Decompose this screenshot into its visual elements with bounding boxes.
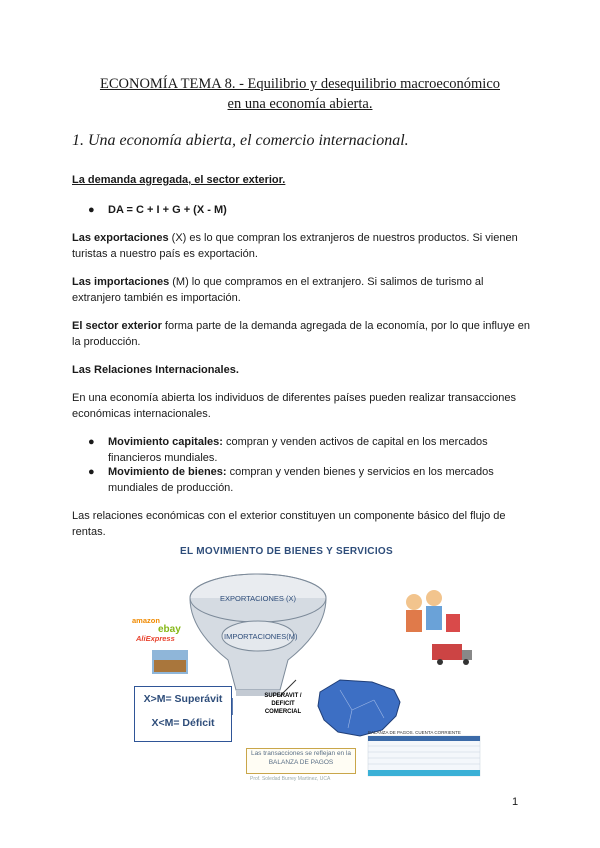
list-item-text: compran y venden bienes y servicios en los mercados mundiales de producción. (108, 466, 494, 494)
imports-text: (M) lo que compramos en el extranjero. Si salimos de turismo al extranjero también es importación. (72, 276, 484, 304)
deficit-label: X<M= Déficit (151, 717, 215, 729)
demand-heading: La demanda agregada, el sector exterior. (72, 174, 286, 186)
list-item (108, 434, 528, 466)
truck-icon (432, 644, 462, 660)
document-title-line2: en una economía abierta. (227, 96, 373, 112)
list-item-text: compran y venden activos de capital en los mercados financieros mundiales. (108, 436, 488, 464)
spain-map-icon (318, 680, 400, 736)
imports-paragraph (72, 274, 532, 306)
balance-box (134, 686, 232, 742)
list-item-term: Movimiento de bienes: (108, 466, 227, 478)
imports-term: Las importaciones (72, 276, 170, 288)
bullet-icon: ● (88, 436, 95, 448)
sector-term: El sector exterior (72, 320, 162, 332)
exports-paragraph (72, 230, 532, 262)
list-item-term: Movimiento capitales: (108, 436, 223, 448)
document-title-line1: ECONOMÍA TEMA 8. - Equilibrio y desequilibrio macroeconómico (99, 76, 501, 92)
balance-note-text: Las transacciones se reflejan en la BALANZA DE PAGOS (250, 750, 352, 766)
page-number: 1 (512, 796, 519, 808)
bullet-icon: ● (88, 204, 95, 216)
sector-paragraph (72, 318, 532, 350)
exports-label: EXPORTACIONES (X) (220, 594, 296, 603)
brand-amazon: amazon (132, 616, 160, 625)
balance-note (246, 748, 356, 774)
surplus-label: X>M= Superávit (143, 693, 223, 705)
relations-heading: Las Relaciones Internacionales. (72, 364, 239, 376)
balance-caption: SUPERAVIT / DEFICIT COMERCIAL (264, 693, 302, 715)
figure-title: EL MOVIMIENTO DE BIENES Y SERVICIOS (180, 546, 393, 557)
bullet-icon: ● (88, 466, 95, 478)
table-title: BALANZA DE PAGOS. CUENTA CORRIENTE (368, 730, 461, 735)
list-item (108, 464, 528, 496)
relations-closing: Las relaciones económicas con el exterior constituyen un componente básico del flujo de rentas. (72, 510, 506, 538)
trade-figure (128, 540, 490, 790)
exports-term: Las exportaciones (72, 232, 169, 244)
section-heading: 1. Una economía abierta, el comercio internacional. (72, 132, 409, 149)
tourist-icon (406, 594, 422, 610)
brand-aliexpress: AliExpress (136, 634, 175, 643)
suitcase-icon (446, 614, 460, 632)
imports-label: IMPORTACIONES(M) (224, 632, 298, 641)
relations-intro: En una economía abierta los individuos de diferentes países pueden realizar transacciones económicas internacionales. (72, 392, 516, 420)
exports-text: (X) es lo que compran los extranjeros de nuestros productos. Si vienen turistas a nuestro país es exportación. (72, 232, 518, 260)
figure-credit: Prof. Soledad Burrey Martinez, UCA (250, 776, 331, 782)
demand-formula: DA = C + I + G + (X - M) (108, 204, 227, 216)
sector-text: forma parte de la demanda agregada de la economía, por lo que influye en la producción. (72, 320, 531, 348)
brand-ebay: ebay (158, 624, 181, 635)
